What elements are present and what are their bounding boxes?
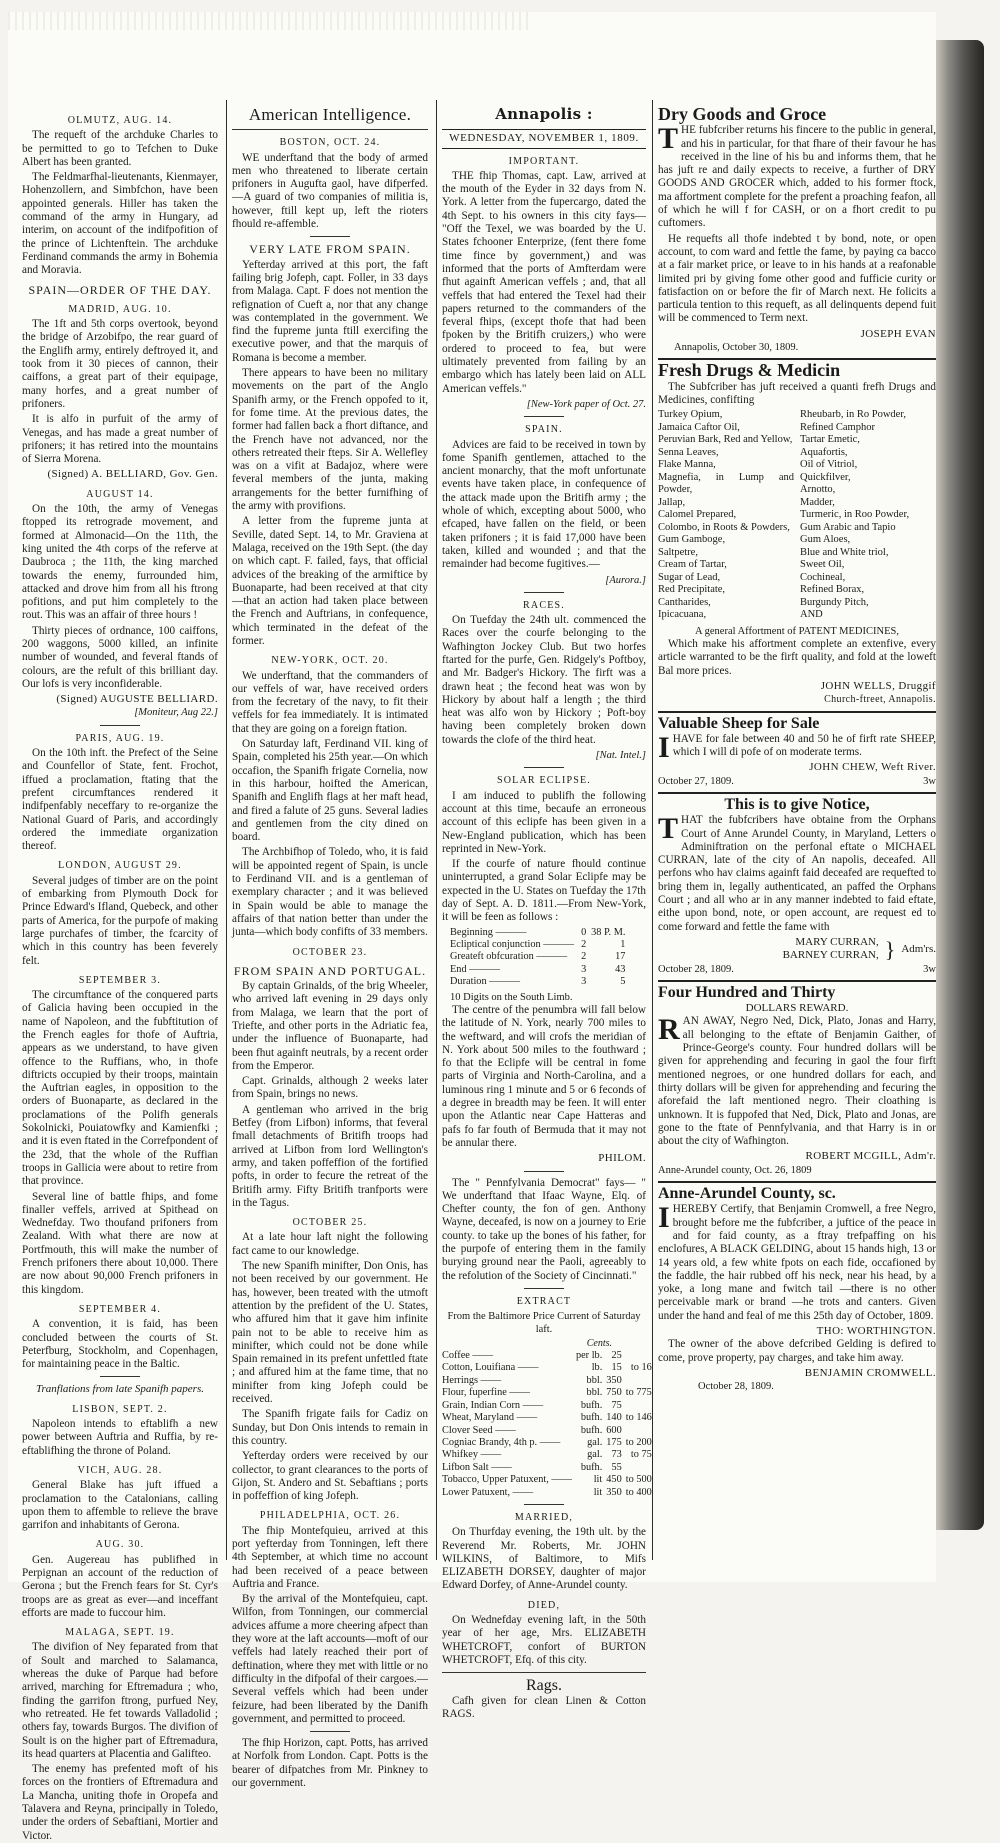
drug-item: Red Precipitate, [658, 584, 726, 596]
drug-item: Saltpetre, [658, 546, 698, 558]
article-paragraph: The Feldmarfhal-lieutenants, Kienmayer, Hohenzollern, and Simbfchon, have been appointed generals. Hiller has taken the command of the army in Hungary, ad interim, on account of the indifpofition of the prince of Lichtenftein. The archduke Ferdinand commands the army in Bohemia and Moravia. [22, 171, 218, 277]
divider [524, 1171, 564, 1172]
ad-text-rags: Cafh given for clean Linen & Cotton RAGS. [442, 1694, 646, 1720]
eclipse-event: End ——— [450, 963, 501, 975]
ad-date: October 28, 1809. [658, 963, 734, 975]
price-unit: bufh. [580, 1399, 603, 1411]
article-paragraph: Napoleon intends to eftablifh a new power between Auftria and Ruffia, by re-eftablifhing the throne of Poland. [22, 1418, 218, 1457]
ad-title-rags: Rags. [526, 1677, 562, 1695]
price-item: Grain, Indian Corn —— [442, 1399, 544, 1411]
drug-item: Cantharides, [658, 596, 711, 608]
article-paragraph: If the courfe of nature fhould continue uninterrupted, a grand Solar Eclipfe may be expected in the U. States on Tuefday the 17th day of Sept. A. D. 1811.—From New-York, it will be feen as follows : [442, 858, 646, 924]
column-title: American Intelligence. [248, 105, 412, 124]
column-rule [436, 100, 437, 1560]
article-paragraph: Several judges of timber are on the point of embarking from Plymouth Dock for Prince Edward's Ifland, Quebeck, and other parts of America, for the purpofe of making large purchafes of timber, the fcarcity of which in this country has been feverely felt. [22, 874, 218, 967]
price-item: Herrings —— [442, 1374, 502, 1386]
eclipse-minute: 38 P. M. [591, 926, 626, 938]
eclipse-event: Beginning ——— [450, 926, 527, 938]
dateline-lisbon: LISBON, SEPT. 2. [72, 1403, 168, 1415]
eclipse-digits: 10 Digits on the South Limb. [450, 991, 573, 1003]
brace-glyph: } [884, 936, 896, 962]
ad-role: Adm'rs. [901, 942, 936, 955]
ad-text: HEREBY Certify, that Benjamin Cromwell, a free Negro, brought before me the fubfcriber, a juftice of the peace in and for faid county, as a ftray trefpaffing on his enclofures, A BLACK GELDING, about 15 hands high, 13 or 14 years old, a few white fpots on each fide, occafioned by the faddle, the hair rubbed off his neck, near his head, by a yoke, a long mane and fwitch tail —there is no other perceivable mark or brand —he trots and canters. Given under the hand and feal of me this 25th day of October, 1809. [658, 1203, 936, 1322]
article-paragraph: Yefterday arrived at this port, the faft failing brig Jofeph, capt. Foller, in 33 days from Malaga. Capt. F does not mention the refignation of Cueft a, nor that any change was contemplated in the government. We find the fupreme junta ftill exercifing the executive power, and that the marquis of Romana is become a member. [232, 258, 428, 364]
drug-item: Jamaica Caftor Oil, [658, 421, 740, 433]
dateline-aug14: AUGUST 14. [86, 488, 154, 500]
drug-item: Magnefia, in Lump and Powder, [658, 471, 794, 496]
ad-title: Anne-Arundel County, sc. [658, 1185, 836, 1203]
price-row [442, 1462, 652, 1474]
price-high [622, 1462, 652, 1474]
article-paragraph: The 1ft and 5th corps overtook, beyond the bridge of Arzobifpo, the rear guard of the Englifh army, entirely deftroyed it, and took from it 30 pieces of cannon, their caiffons, a great part of their equipage, many horfes, and a great number of prifoners. [22, 318, 218, 410]
eclipse-event: Ecliptical conjunction ——— [450, 939, 575, 951]
dateline-new-york: NEW-YORK, OCT. 20. [271, 655, 389, 667]
price-unit-label: Cents. [586, 1337, 612, 1349]
dateline-paris: PARIS, AUG. 19. [75, 732, 165, 744]
drug-item: Refined Camphor [800, 421, 875, 433]
article-paragraph: On Saturday laft, Ferdinand VII. king of Spain, completed his 25th year.—On which occafion, the Spanifh frigate Cornelia, now in this harbour, hoifted the American, Spanifh and Englifh flags at her maft head, and fired a falute of 25 guns. Several ladies and gentlemen from the city dined on board. [232, 738, 428, 844]
price-high [622, 1425, 652, 1437]
article-paragraph: There appears to have been no military movements on the part of the Anglo Spanifh army, or the French oppofed to it, for fome time. At the previous dates, the former had fallen back a fhort diftance, and the French have not advanced, nor the others retreated their fteps. Sir A. Wellefley was on a vifit at Badajoz, where were feveral members of the junta, making arrangements for the better furnifhing of the army with provifions. [232, 367, 428, 513]
drug-item: Tartar Emetic, [800, 434, 860, 446]
drug-item: Aquafortis, [800, 446, 848, 458]
ad-date: October 28, 1809. [698, 1381, 774, 1393]
section-heading-married: MARRIED, [514, 1511, 574, 1523]
ad-subtitle: DOLLARS REWARD. [745, 1002, 849, 1015]
section-heading-spain-news: VERY LATE FROM SPAIN. [249, 242, 411, 257]
column-title: Annapolis : [495, 105, 593, 123]
drug-item: Calomel Prepared, [658, 509, 737, 521]
eclipse-event: Duration ——— [450, 976, 521, 988]
article-paragraph: By the arrival of the Montefquieu, capt. Wilfon, from Tonningen, our commercial advices affume a more cheering afpect than they wore at the laft accounts—moft of our veffels had lately reached their port of deftination, where they met with little or no difficulty in the difpofal of their cargoes.—Several veffels which had been under feizure, had been liberated by the Danifh government, and permitted to proceed. [232, 1593, 428, 1725]
price-item: Lifbon Salt —— [442, 1461, 512, 1473]
signature-auguste-belliard: (Signed) AUGUSTE BELLIARD. [56, 693, 218, 706]
dateline-madrid: MADRID, AUG. 10. [68, 303, 172, 315]
price-row [442, 1474, 652, 1486]
drug-item: Jallap, [658, 496, 686, 508]
ad-signature: MARY CURRAN, [795, 935, 879, 948]
eclipse-hour: 3 [581, 963, 587, 975]
price-high [622, 1400, 652, 1412]
price-low: 73 [611, 1449, 622, 1461]
price-low: 55 [611, 1461, 622, 1473]
article-paragraph: On Thurfday evening, the 19th ult. by the Reverend Mr. Roberts, Mr. JOHN WILKINS, of Baltimore, to Mifs ELIZABETH DORSEY, daughter of major Edward Dorfey, of Anne-Arundel county. [442, 1526, 646, 1592]
price-low: 75 [611, 1399, 622, 1411]
ad-text: The owner of the above defcribed Gelding is defired to come, prove property, pay charges, and take him away. [658, 1338, 936, 1364]
article-paragraph: The Archbifhop of Toledo, who, it is faid will be appointed regent of Spain, is uncle to Ferdinand VII. and is a gentleman of exemplary character ; and it was believed in Spain would be able to manage the affairs of that nation better than under the junta—which body confifts of 33 members. [232, 846, 428, 939]
divider [524, 592, 564, 593]
drug-item: Sweet Oil, [800, 559, 845, 571]
column-rule [226, 100, 227, 1560]
drug-item: Cochineal, [800, 571, 846, 583]
price-high: to 400 [625, 1486, 652, 1498]
drop-cap: R [658, 1013, 680, 1047]
drug-item: Sugar of Lead, [658, 571, 721, 583]
price-row [442, 1425, 652, 1437]
ad-signature: ROBERT MCGILL, Adm'r. [805, 1150, 936, 1163]
article-paragraph: Thirty pieces of ordnance, 100 caiffons, 200 waggons, 5000 killed, an infinite number of wounded, and feveral ftands of colours, are the refult of this brilliant day. Our lofs is very inconfiderable. [22, 624, 218, 690]
divider [442, 1672, 646, 1673]
ad-signature: BARNEY CURRAN, [782, 949, 879, 962]
ad-runaway-reward [658, 983, 936, 1183]
ad-footer [658, 963, 936, 976]
ad-text: AN AWAY, Negro Ned, Dick, Plato, Jonas and Harry, all belonging to the eftate of Benjamin Gaither, of Prince-George's county. Four hundred dollars will be given for apprehending and fecuring in gaol the four firft mentioned negroes, or one hundred dollars for each, and thirty dollars will be given for apprehending and fecuring the aforefaid the laft mentioned negro. Their cloathing is unknown. It is fuppofed that Ned, Dick, Plato and Jonas, are gone to the ftate of Pennfylvania, and that Harry is in or about the city of Wafhington. [658, 1015, 936, 1148]
eclipse-row [450, 939, 625, 951]
drop-cap: I [658, 730, 670, 764]
price-row [442, 1487, 652, 1499]
price-high: to 146 [625, 1412, 652, 1424]
price-unit: bbl. [586, 1374, 603, 1386]
column-3-annapolis [442, 104, 652, 1720]
price-item: Cogniac Brandy, 4th p. —— [442, 1436, 561, 1448]
article-paragraph: The centre of the penumbra will fall below the latitude of N. York, nearly 700 miles to the weftward, and will crofs the meridian of N. York about 500 miles to the fouthward ; fo that the Eclipfe will be central in fome parts of Virginia and North-Carolina, and a luminous ring 1 minute and 5 or 6 feconds of a degree in breadth may be feen. It will enter upon the Atlantic near Cape Hatteras and pafs fo far fouth of Bermuda that it may not be annular there. [442, 1003, 646, 1149]
eclipse-timetable [450, 927, 625, 989]
article-paragraph: By captain Grinalds, of the brig Wheeler, who arrived laft evening in 29 days only from Malaga, we learn that the port of Triefte, and other ports in the Adriatic fea, under the influence of Buonaparte, had been fhut againft neutrals, by a recent order from the Emperor. [232, 980, 428, 1072]
patent-medicines-line: A general Affortment of PATENT MEDICINES, [695, 625, 899, 637]
article-paragraph: A letter from the fupreme junta at Seville, dated Sept. 14, to Mr. Graviena at Malaga, received on the 19th Sept. (the day on which capt. F. failed, fays, that official advices of the breaking of the armiftice by Buonaparte, had been received at that city—that an action had taken place between the French and Auftrians, in confequence, which terminated in the defeat of the former. [232, 515, 428, 647]
article-paragraph: At a late hour laft night the following fact came to our knowledge. [232, 1231, 428, 1257]
price-row [442, 1437, 652, 1449]
price-unit: per lb. [575, 1350, 603, 1362]
page-edge-texture [8, 12, 528, 30]
section-heading-died: DIED, [527, 1599, 561, 1611]
price-low: 25 [611, 1350, 622, 1362]
drug-item: Blue and White triol, [800, 546, 889, 558]
price-item: Lower Patuxent, —— [442, 1486, 534, 1498]
dateline-sept3: SEPTEMBER 3. [78, 974, 162, 986]
ad-date: October 27, 1809. [658, 775, 734, 787]
source-citation: [New-York paper of Oct. 27. [526, 398, 646, 410]
article-paragraph: Several line of battle fhips, and fome finaller veffels, arrived at Spithead on Wednefday. Two thoufand prifoners from Zealand. With what there are now at Portfmouth, this will make the number of French prifoners there about 10,000. There are now about 90,000 French prifoners in this kingdom. [22, 1190, 218, 1296]
column-2-american-intelligence [232, 104, 428, 1790]
ad-title: Four Hundred and Thirty [658, 983, 836, 1001]
drug-item: Flake Manna, [658, 459, 716, 471]
divider [310, 1731, 350, 1732]
eclipse-minute: 17 [615, 951, 626, 963]
price-item: Coffee —— [442, 1350, 493, 1362]
drug-item: Senna Leaves, [658, 446, 719, 458]
price-low: 450 [606, 1474, 622, 1486]
drug-item: Turmeric, in Roo Powder, [800, 509, 910, 521]
article-paragraph: The enemy has prefented moft of his forces on the frontiers of Eftremadura and La Mancha, uniting thofe in Oropefa and Talavera and Reyna, principally in Toledo, under the orders of Sebaftiani, Mortier and Victor. [22, 1763, 218, 1842]
section-heading-translations: Tranflations from late Spanifh papers. [36, 1383, 204, 1396]
price-low: 140 [606, 1412, 622, 1424]
article-paragraph: It is alfo in purfuit of the army of Venegas, and has made a great number of prifoners; it has retired into the mountains of Sierra Morena. [22, 413, 218, 466]
ad-text: HAVE for fale between 40 and 50 he of firft rate SHEEP, which I will di pofe of on moderate terms. [672, 732, 936, 759]
ad-signature: JOHN CHEW, Weft River. [809, 761, 936, 774]
ad-title: This is to give Notice, [724, 796, 870, 813]
article-paragraph: The circumftance of the conquered parts of Galicia having been occupied in the name of Napoleon, and the fubftitution of the French eagles for thofe of Auftria, appears as we understand, to have given offence to the Ruffians, who, in thofe diftricts occupied by their troops, maintain the Auftrian eagles, in opposition to the orders of Buonaparte, as declared in the proclamations of the Polifh generals Sokolnicki, Pouiatowfky and Kamienfki ; and it is even ftated in the Correfpondent of the 23d, that the whole of the Ruffian troops in Gallicia were about to retire from that province. [22, 989, 218, 1188]
ad-notice-curran [658, 798, 936, 982]
drug-item: Gum Arabic and Tapio [800, 521, 896, 533]
price-high: to 75 [630, 1449, 652, 1461]
drop-cap: T [658, 812, 679, 846]
price-low: 15 [611, 1362, 622, 1374]
source-citation: [Nat. Intel.] [595, 750, 646, 762]
source-citation: [Moniteur, Aug 22.] [134, 707, 218, 719]
drug-list-right [800, 409, 936, 622]
section-heading-spain-portugal: FROM SPAIN AND PORTUGAL. [233, 963, 427, 978]
article-paragraph: On Wednefday evening laft, in the 50th year of her age, Mrs. ELIZABETH WHETCROFT, confort of BURTON WHETCROFT, Efq. of this city. [442, 1614, 646, 1666]
eclipse-row [450, 976, 625, 988]
book-binding-spine [936, 40, 984, 1530]
ad-sheep [658, 714, 936, 794]
divider [100, 725, 140, 726]
article-paragraph: The " Pennfylvania Democrat" fays— " We underftand that Ifaac Wayne, Elq. of Chefter county, the fon of gen. Anthony Wayne, deceafed, is now on a journey to Erie county. to take up the bones of his father, for the purpofe of entering them in the family burying ground near the Paoli, agreeably to the refolution of the Society of Cincinnati." [442, 1176, 646, 1282]
ad-signatures [658, 936, 936, 963]
dateline-aug30: AUG. 30. [95, 1539, 145, 1551]
price-unit: bufh. [580, 1461, 603, 1473]
article-paragraph: The Spanifh frigate fails for Cadiz on Sunday, but Don Onis intends to remain in this country. [232, 1408, 428, 1447]
price-row [442, 1449, 652, 1461]
ad-signature: JOHN WELLS, Druggif [820, 679, 936, 692]
article-paragraph: WE underftand that the body of armed men who threatened to liberate certain prifoners in Augufta gaol, have difperfed.—A guard of two companies of militia is, however, ftill kept up, left the rioters fhould re-affemble. [232, 151, 428, 231]
article-paragraph: Capt. Grinalds, although 2 weeks later from Spain, brings no news. [232, 1075, 428, 1101]
drug-item: Arnotto, [800, 484, 836, 496]
drug-item: Burgundy Pitch, [800, 596, 869, 608]
ad-text: Which make his affortment complete an extenfive, every article warranted to be the firft quality, and fold at the loweft Bal more prices. [658, 638, 936, 677]
price-high: to 500 [625, 1474, 652, 1486]
column-4-advertisements [658, 104, 936, 1574]
article-paragraph: I am induced to publifh the following account at this time, becaufe an erroneous account of this eclipfe has been given in a New-England publication, which has been reprinted in New-York. [442, 789, 646, 855]
article-paragraph: The divifion of Ney feparated from that of Soult and marched to Salamanca, whereas the duke of Parque had before arrived, marching for Eftremadura ; who, finding the garrifon ftrong, purfued Ney, who retreated. He fet towards Valladolid ; others fay, towards Burgos. The divifion of Soult is on the higher part of Eftremadura, its head quarters at Placentia and Galifteo. [22, 1641, 218, 1760]
ad-address: Church-ftreet, Annapolis. [824, 694, 936, 706]
dateline-london: LONDON, AUGUST 29. [58, 860, 182, 872]
price-unit: lb. [591, 1362, 603, 1374]
eclipse-hour: 0 [581, 926, 587, 938]
drug-item: Gum Gamboge, [658, 534, 726, 546]
article-paragraph: The new Spanifh minifter, Don Onis, has not been received by our government. He has, however, been treated with the utmoft attention by the prefident of the U. States, who affured him that it gave him infinite pain not to be able to receive him as minifter, which could not be done while Spain remained in its prefent unfettled ftate ; and affured him at the fame time, that no minifter from king Jofeph could be received. [232, 1260, 428, 1406]
newspaper-page [8, 12, 936, 1842]
drug-item: Gum Aloes, [800, 534, 851, 546]
dateline-oct23: OCTOBER 23. [292, 946, 368, 958]
price-high [622, 1350, 652, 1362]
ad-text: The Subfcriber has juft received a quanti frefh Drugs and Medicines, confifting [658, 380, 936, 406]
drop-cap: T [658, 122, 679, 156]
ad-signature: JOSEPH EVAN [860, 327, 936, 340]
eclipse-hour: 2 [581, 951, 587, 963]
ad-title: Dry Goods and Groce [658, 104, 827, 124]
price-high [622, 1375, 652, 1387]
drug-item: Quickfilver, [800, 471, 851, 483]
price-high: to 200 [625, 1436, 652, 1448]
ad-title: Valuable Sheep for Sale [658, 714, 820, 732]
dateline-boston: BOSTON, OCT. 24. [279, 137, 381, 149]
price-low: 350 [606, 1486, 622, 1498]
price-row [442, 1350, 652, 1362]
dateline-vich: VICH, AUG. 28. [77, 1464, 163, 1476]
drug-item: Ipicacuana, [658, 609, 707, 621]
section-heading-spain: SPAIN. [525, 424, 563, 436]
price-item: Cotton, Louifiana —— [442, 1362, 539, 1374]
section-heading-extract: EXTRACT [516, 1295, 572, 1307]
ad-date: Anne-Arundel county, Oct. 26, 1809 [658, 1164, 812, 1176]
drop-cap: I [658, 1201, 670, 1235]
dateline-philadelphia: PHILADELPHIA, OCT. 26. [259, 1510, 401, 1522]
ad-run-length: 3w [923, 963, 936, 975]
ad-signature: BENJAMIN CROMWELL. [804, 1366, 936, 1379]
article-paragraph: We underftand, that the commanders of our veffels of war, have received orders from the fecretary of the navy, to fit their veffels for fea immediately. It is intimated that they are going on a foreign ftation. [232, 669, 428, 735]
eclipse-hour: 2 [581, 939, 587, 951]
dateline-malaga: MALAGA, SEPT. 19. [65, 1627, 175, 1639]
article-paragraph: The fhip Horizon, capt. Potts, has arrived at Norfolk from London. Capt. Potts is the bearer of difpatches from Mr. Pinkney to our government. [232, 1737, 428, 1790]
divider [524, 416, 564, 417]
ad-text: HE fubfcriber returns his fincere to the public in general, and his in particular, for that fhare of their favour he has received in the line of his bu and informs them, that he has juft re and daily expects to receive, a further of DRY GOODS AND GROCER which, added to his former ftock, ma affortment complete for the prefent a proaching feafon, all of which he will f for CASH, or on a fhort credit to pu cuftomers. [658, 124, 936, 230]
drug-list [658, 409, 936, 622]
price-unit: gal. [587, 1449, 603, 1461]
eclipse-minute: 5 [620, 976, 626, 988]
ad-date: Annapolis, October 30, 1809. [674, 342, 799, 354]
price-unit: lit [593, 1474, 603, 1486]
price-row [442, 1412, 652, 1424]
drug-item: Madder, [800, 496, 835, 508]
article-paragraph: Yefterday orders were received by our collector, to grant clearances to the ports of Gijon, St. Andero and St. Sebaftians ; ports in poffeffion of king Jofeph. [232, 1450, 428, 1503]
drug-item: AND [800, 609, 823, 621]
drug-item: Peruvian Bark, Red and Yellow, [658, 434, 793, 446]
divider [310, 236, 350, 237]
ad-stray-gelding [658, 1187, 936, 1393]
price-current-table [442, 1350, 652, 1499]
dateline-olmutz: OLMUTZ, AUG. 14. [67, 115, 173, 126]
section-heading-important: IMPORTANT. [508, 155, 580, 167]
article-paragraph: On Tuefday the 24th ult. commenced the Races over the courfe belonging to the Wafhington Jockey Club. But two horfes ftarted for the purfe, Gen. Ridgely's Poftboy, and Mr. Badger's Hickory. The firft was a drawn heat ; the fecond heat was won by Hickory by about half a length ; the third heat was alfo won by Hickory ; Poft-boy having been completely broken down towards the clofe of the third heat. [442, 614, 646, 746]
section-heading-solar-eclipse: SOLAR ECLIPSE. [496, 775, 592, 787]
price-unit: gal. [587, 1436, 603, 1448]
ad-text: HAT the fubfcribers have obtaine from the Orphans Court of Anne Arundel County, in Maryland, Letters o Adminiftration on the perfonal eftate o MICHAEL CURRAN, late of the city of An napolis, deceafed. All perfons who hav claims againft faid deceafed are requefted to bring them in, legally authenticated, an paffed the Orphans Court ; and all who ar in any manner indebted to faid eftate, eithe upon bond, note, or open account, are request ed to come forward and fettle the fame with [658, 814, 936, 933]
section-heading-races: RACES. [523, 599, 565, 611]
article-paragraph: Gen. Augereau has publifhed in Perpignan an account of the reduction of Gerona ; but the French fears for St. Cyr's troops are as great as ever—and inceffant efforts are made to fuccour him. [22, 1553, 218, 1619]
divider [524, 767, 564, 768]
price-unit: bufh. [580, 1424, 603, 1436]
price-unit: bbl. [586, 1387, 603, 1399]
divider [100, 1376, 140, 1377]
divider [232, 129, 428, 130]
ad-run-length: 3w [923, 775, 936, 787]
article-paragraph: On the 10th inft. the Prefect of the Seine and Counfellor of State, fent. Frochot, iffued a proclamation, ftating that the prefent circumftances rendered it indifpenfably neceffary to re-organize the National Guard of Paris, and accordingly ordered the immediate organization thereof. [22, 747, 218, 853]
ad-signature: THO: WORTHINGTON. [816, 1324, 936, 1337]
article-paragraph: On the 10th, the army of Venegas ftopped its retrograde movement, and formed at Almonacid—On the 11th, the king united the 4th corps of the referve at Daubroca ; the 11th, the king marched towards the enemy, furrounded him, attacked and drove him from all his ftrong pofitions, and put him completely to the rout. This was an affair of three hours ! [22, 503, 218, 622]
price-high: to 775 [625, 1387, 652, 1399]
article-paragraph: The fhip Montefquieu, arrived at this port yefterday from Tonningen, left there 4th September, at which time no account had been received of a peace between Auftria and France. [232, 1524, 428, 1590]
ad-fresh-drugs [658, 360, 936, 712]
article-paragraph: A gentleman who arrived in the brig Betfey (from Lifbon) informs, that feveral fmall detachments of Britifh troops had arrived at Lifbon from lord Wellington's army, and taken poffeffion of the fortified pofts, in order to fecure the retreat of the Britifh army. Fifty Britifh tranfports were in the Tagus. [232, 1103, 428, 1209]
price-row [442, 1375, 652, 1387]
price-item: Clover Seed —— [442, 1424, 516, 1436]
drug-item: Refined Borax, [800, 584, 865, 596]
eclipse-row [450, 964, 625, 976]
section-heading-spain: SPAIN—ORDER OF THE DAY. [28, 282, 212, 297]
article-paragraph: The requeft of the archduke Charles to be permitted to go to Tefchen to Duke Albert has been granted. [22, 129, 218, 168]
price-row [442, 1362, 652, 1374]
signature-belliard: (Signed) A. BELLIARD, Gov. Gen. [47, 468, 218, 481]
drug-item: Rheubarb, in Ro Powder, [800, 409, 907, 421]
price-low: 350 [606, 1374, 622, 1386]
ad-title: Fresh Drugs & Medicin [658, 360, 841, 381]
eclipse-minute: 1 [620, 939, 626, 951]
article-paragraph: Advices are faid to be received in town by fome Spanifh gentlemen, attached to the ancient monarchy, that the moft unfortunate events have taken place, in confequence of the attack made upon the Britifh army ; the whole of which, excepting about 5000, who efcaped, have fallen on the field, or been taken prifoners ; it is faid 17,000 have been taken, killed and wounded ; and that the remainder had become fugitives.— [442, 438, 646, 571]
price-item: Whifkey —— [442, 1449, 502, 1461]
price-item: Tobacco, Upper Patuxent, —— [442, 1474, 572, 1486]
column-1-foreign-news [22, 108, 218, 1842]
price-low: 600 [606, 1424, 622, 1436]
price-item: Wheat, Maryland —— [442, 1412, 538, 1424]
price-row [442, 1387, 652, 1399]
eclipse-minute: 43 [615, 963, 626, 975]
eclipse-hour: 3 [581, 976, 587, 988]
divider [524, 1288, 564, 1289]
eclipse-row [450, 927, 625, 939]
price-unit: bufh. [580, 1412, 603, 1424]
article-paragraph: A convention, it is faid, has been concluded between the courts of St. Peterfburg, Stockholm, and Copenhagen, for maintaining peace in the Baltic. [22, 1318, 218, 1371]
ad-text: He requefts all thofe indebted t by bond, note, or open account, to com ward and fettle the fame, by paying ca bacco at a fair market price, or leave to in his hands at a reafonable limited pri by giving fome other good and fufficie curity or fatisfaction on or before the fir of March next. He folicits a particula tention to this requeft, as all delinquents depend fuit will be commenced to Term next. [658, 232, 936, 325]
column-rule [652, 100, 653, 1560]
price-low: 750 [606, 1387, 622, 1399]
price-unit: lit [593, 1486, 603, 1498]
eclipse-row [450, 951, 625, 963]
drug-item: Colombo, in Roots & Powders, [658, 521, 790, 533]
drug-item: Turkey Opium, [658, 409, 723, 421]
signature-philom: PHILOM. [598, 1152, 646, 1165]
article-paragraph: THE fhip Thomas, capt. Law, arrived at the mouth of the Eyder in 32 days from N. York. A letter from the fupercargo, dated the 4th Sept. to his owners in this city fays— "Off the Texel, we was boarded by the U. States fchooner Enterprize, (fent there fome time fince by government,) and was informed that the ports of Amfterdam were fhut againft American veffels ; and, that all veffels that had entered the Texel had their papers returned to the commanders of the feveral fhips, (except thofe that had been fpoken by the Britifh cruizers,) who were ordered to proceed to fea, but were ultimately prevented from failing by an embargo which has lately been laid on ALL American veffels." [442, 169, 646, 395]
dateline-oct25: OCTOBER 25. [292, 1217, 368, 1229]
issue-date: WEDNESDAY, NOVEMBER 1, 1809. [442, 129, 646, 148]
ad-footer [658, 775, 936, 788]
price-low: 175 [606, 1436, 622, 1448]
drug-list-left [658, 409, 794, 622]
source-citation: [Aurora.] [605, 574, 646, 586]
drug-item: Oil of Vitriol, [800, 459, 858, 471]
price-row [442, 1400, 652, 1412]
eclipse-event: Greateft obfcuration ——— [450, 951, 568, 963]
price-high: to 16 [630, 1362, 652, 1374]
drug-item: Cream of Tartar, [658, 559, 727, 571]
ad-dry-goods [658, 104, 936, 360]
dateline-sept4: SEPTEMBER 4. [78, 1303, 162, 1315]
divider [524, 1504, 564, 1505]
article-paragraph: General Blake has juft iffued a proclamation to the Catalonians, calling upon them to affemble to relieve the brave garrifon and inhabitants of Gerona. [22, 1479, 218, 1532]
extract-subtitle: From the Baltimore Price Current of Saturday laft. [447, 1311, 641, 1336]
price-item: Flour, fuperfine —— [442, 1387, 530, 1399]
